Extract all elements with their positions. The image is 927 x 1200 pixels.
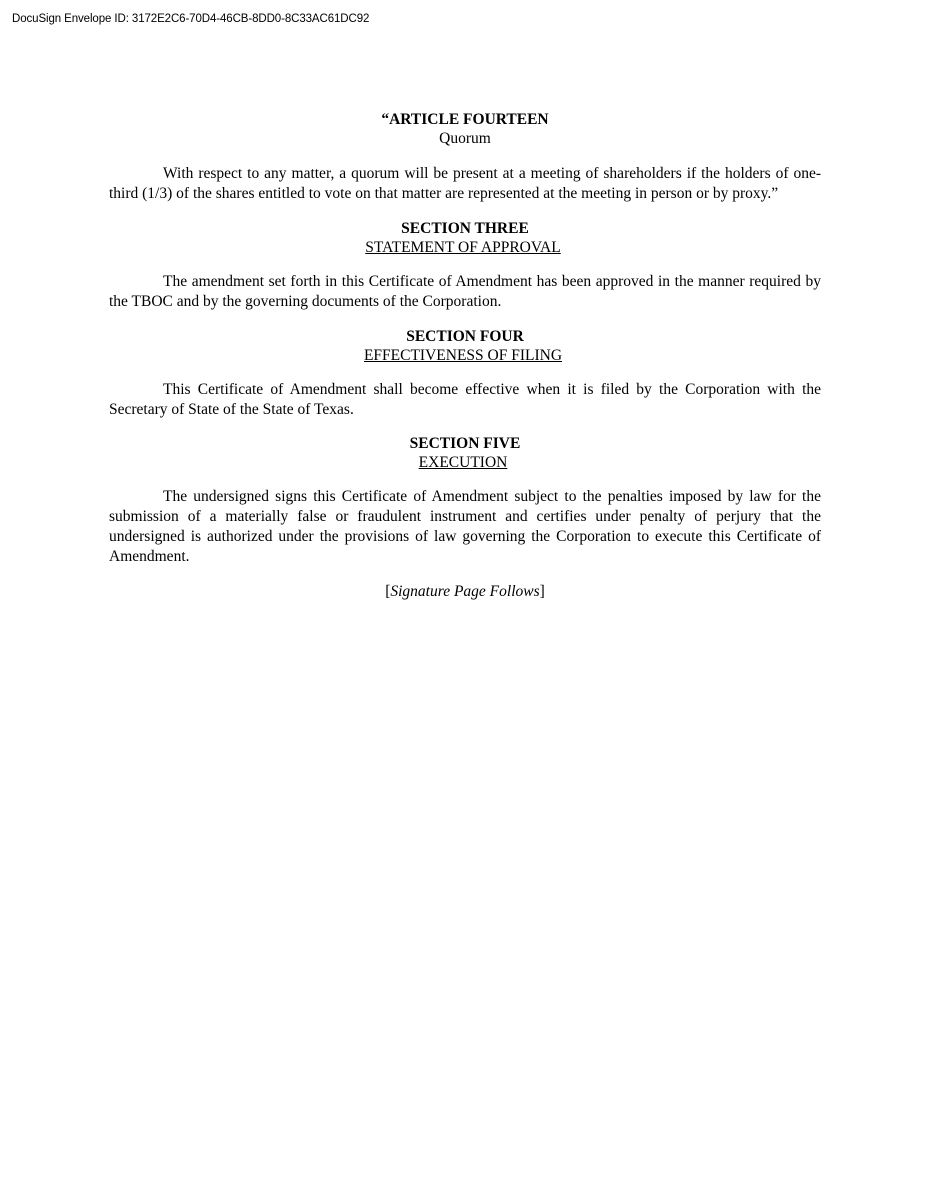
section-five-paragraph: The undersigned signs this Certificate of Amendment subject to the penalties imposed by law for the submission of a materially false or fraudulent instrument and certifies under penalty of perjury that the undersigned is authorized under the provisions of law governing the Corporation to execute this Certificate of Amendment. xyxy=(109,488,821,566)
section-three-heading xyxy=(109,219,821,257)
section-four-title: SECTION FOUR xyxy=(406,327,524,345)
section-four-heading xyxy=(109,327,821,365)
section-five-title: SECTION FIVE xyxy=(409,435,521,453)
document-body xyxy=(109,110,821,601)
article-fourteen-paragraph: With respect to any matter, a quorum will be present at a meeting of shareholders if the holders of one-third (1/3) of the shares entitled to vote on that matter are represented at the meeting in person or by proxy.” xyxy=(109,165,821,202)
note-text: Signature Page Follows xyxy=(390,583,540,601)
section-four-subtitle: EFFECTIVENESS OF FILING xyxy=(363,346,563,364)
section-five-heading xyxy=(109,434,821,472)
note-open-bracket: [ xyxy=(385,583,391,601)
note-close-bracket: ] xyxy=(539,583,545,601)
article-fourteen-heading xyxy=(109,110,821,148)
section-four-paragraph: This Certificate of Amendment shall become effective when it is filed by the Corporation with the Secretary of State of the State of Texas. xyxy=(109,380,821,418)
section-three-paragraph: The amendment set forth in this Certificate of Amendment has been approved in the manner required by the TBOC and by the governing documents of the Corporation. xyxy=(109,272,821,310)
section-three-title: SECTION THREE xyxy=(401,219,529,237)
signature-page-follows-note xyxy=(109,582,821,601)
article-fourteen-title: “ARTICLE FOURTEEN xyxy=(381,111,549,128)
article-fourteen-subtitle: Quorum xyxy=(439,130,491,147)
section-five-subtitle: EXECUTION xyxy=(418,454,508,472)
docusign-envelope-id: DocuSign Envelope ID: 3172E2C6-70D4-46CB-8DD0-8C33AC61DC92 xyxy=(12,13,370,25)
section-three-subtitle: STATEMENT OF APPROVAL xyxy=(365,238,561,256)
